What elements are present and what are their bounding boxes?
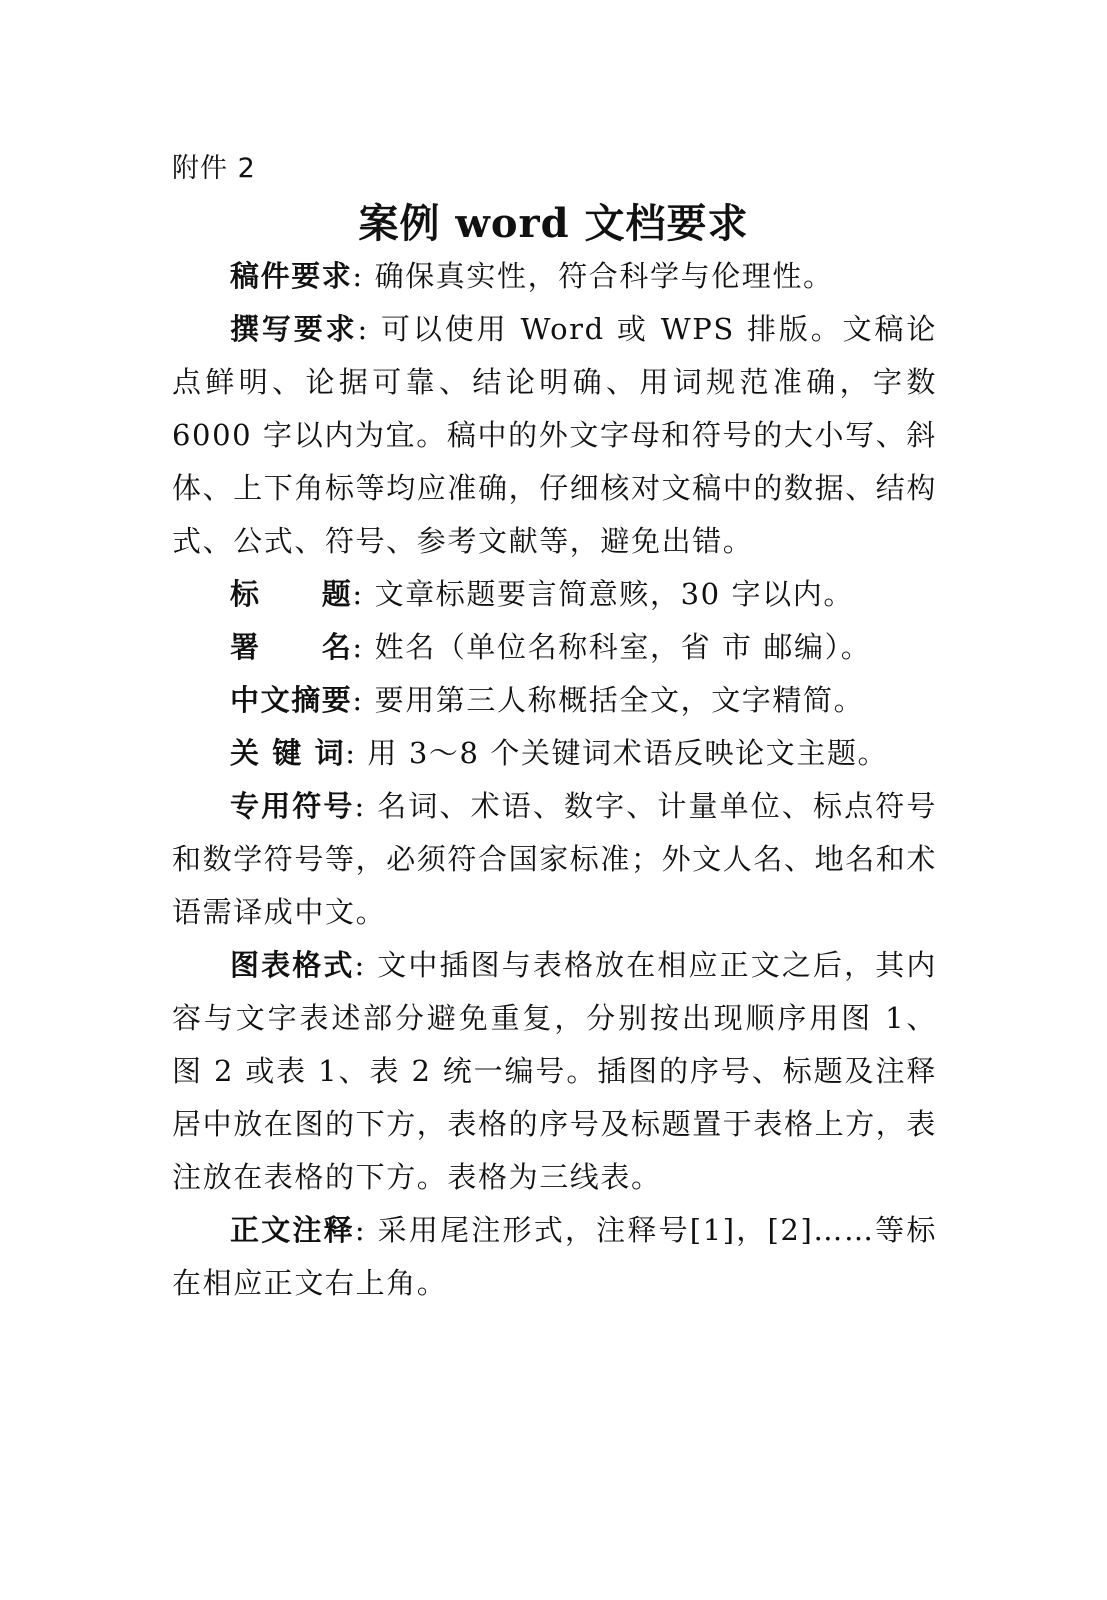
section-text: 可以使用 Word 或 WPS 排版。文稿论点鲜明、论据可靠、结论明确、用词规范准确，字数 6000 字以内为宜。稿中的外文字母和符号的大小写、斜体、上下角标等均应准确，仔细核对文稿中的数据、结构式、公式、符号、参考文献等，避免出错。 [172, 312, 938, 558]
section-writing-requirements: 撰写要求: 可以使用 Word 或 WPS 排版。文稿论点鲜明、论据可靠、结论明确、用词规范准确，字数 6000 字以内为宜。稿中的外文字母和符号的大小写、斜体、上下角标等均应准确，仔细核对文稿中的数据、结构式、公式、符号、参考文献等，避免出错。 [172, 312, 938, 558]
section-notes-rule: 正文注释: 采用尾注形式，注释号[1]，[2]……等标在相应正文右上角。 [172, 1213, 937, 1300]
section-text: 采用尾注形式，注释号[1]，[2]……等标在相应正文右上角。 [172, 1213, 937, 1300]
section-symbols-rule: 专用符号: 名词、术语、数字、计量单位、标点符号和数学符号等，必须符合国家标准；外文人名、地名和术语需译成中文。 [172, 789, 938, 929]
section-term: 关 键 词 [230, 736, 346, 770]
section-text: 要用第三人称概括全文，文字精简。 [374, 683, 865, 717]
section-figure-table-format: 图表格式: 文中插图与表格放在相应正文之后，其内容与文字表述部分避免重复，分别按出现顺序用图 1、图 2 或表 1、表 2 统一编号。插图的序号、标题及注释居中放在图的下方，表格的序号及标题置于表格上方，表注放在表格的下方。表格为三线表。 [172, 948, 938, 1194]
section-term: 稿件要求 [230, 259, 353, 293]
section-text: 文中插图与表格放在相应正文之后，其内容与文字表述部分避免重复，分别按出现顺序用图 1、图 2 或表 1、表 2 统一编号。插图的序号、标题及注释居中放在图的下方，表格的序号及标题置于表格上方，表注放在表格的下方。表格为三线表。 [172, 948, 938, 1194]
section-text: 用 3～8 个关键词术语反映论文主题。 [367, 736, 889, 770]
section-text: 确保真实性，符合科学与伦理性。 [374, 259, 834, 293]
section-manuscript-requirements: 稿件要求: 确保真实性，符合科学与伦理性。 [230, 259, 834, 293]
section-term: 署 名 [230, 630, 353, 664]
section-text: 姓名（单位名称科室，省 市 邮编）。 [374, 630, 872, 664]
section-term: 中文摘要 [230, 683, 353, 717]
section-term: 图表格式 [230, 948, 355, 982]
section-term: 标 题 [230, 577, 353, 611]
attachment-label: 附件 2 [172, 153, 256, 184]
section-term: 正文注释 [230, 1213, 355, 1247]
section-term: 专用符号 [230, 789, 355, 823]
section-text: 名词、术语、数字、计量单位、标点符号和数学符号等，必须符合国家标准；外文人名、地名和术语需译成中文。 [172, 789, 938, 929]
section-keywords-rule: 关 键 词: 用 3～8 个关键词术语反映论文主题。 [230, 736, 889, 770]
document-body [172, 250, 937, 1310]
section-text: 文章标题要言简意赅，30 字以内。 [374, 577, 854, 611]
document-title: 案例 word 文档要求 [358, 200, 749, 247]
section-title-rule: 标 题: 文章标题要言简意赅，30 字以内。 [230, 577, 854, 611]
section-term: 撰写要求 [230, 312, 358, 346]
section-byline-rule: 署 名: 姓名（单位名称科室，省 市 邮编）。 [230, 630, 872, 664]
section-abstract-rule: 中文摘要: 要用第三人称概括全文，文字精简。 [230, 683, 865, 717]
